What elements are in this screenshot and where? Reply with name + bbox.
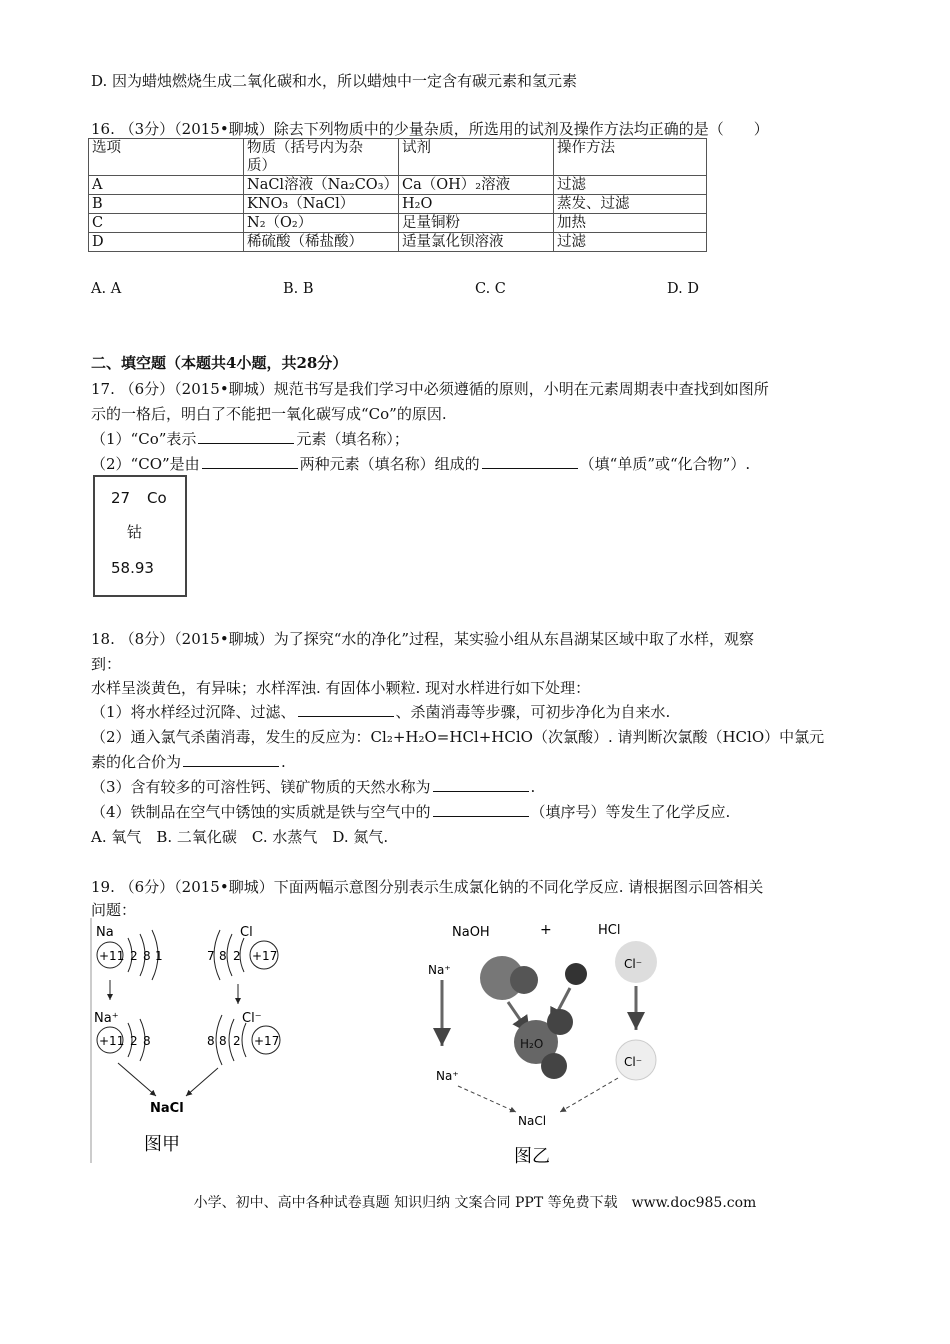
q19-line-1: 19. （6分）（2015•聊城）下面两幅示意图分别表示生成氯化钠的不同化学反应. 请根据图示回答相关: [91, 878, 764, 896]
h-atom: [565, 963, 587, 985]
svg-text:1: 1: [155, 949, 163, 963]
answer-blank[interactable]: [183, 752, 279, 767]
q18-line-2: 到：: [91, 655, 122, 673]
oh-h-atom: [510, 966, 538, 994]
table-cell: B: [89, 195, 244, 214]
table-cell: 蒸发、过滤: [554, 195, 707, 214]
q18-part-2-cont: 素的化合价为 .: [91, 753, 286, 771]
q19-line-2: 问题：: [91, 901, 137, 919]
svg-text:8: 8: [143, 1034, 151, 1048]
table-cell: D: [89, 233, 244, 252]
q17-line-1: 17. （6分）（2015•聊城）规范书写是我们学习中必须遵循的原则，小明在元素周期表中查找到如图所: [91, 380, 769, 398]
svg-text:Cl⁻: Cl⁻: [624, 1055, 643, 1069]
table-header-cell: 操作方法: [554, 139, 707, 176]
table-row: [89, 233, 707, 252]
figure-caption: 图甲: [144, 1134, 180, 1155]
table-cell: Ca（OH）₂溶液: [399, 176, 554, 195]
table-cell: 适量氯化钡溶液: [399, 233, 554, 252]
naoh-label: NaOH: [452, 925, 490, 940]
table-cell: 过滤: [554, 233, 707, 252]
element-symbol: Co: [147, 489, 167, 507]
table-header-cell: 试剂: [399, 139, 554, 176]
element-name: 钴: [127, 523, 143, 541]
arrow-icon: [560, 1078, 618, 1112]
figure-caption: 图乙: [514, 1146, 550, 1167]
table-cell: H₂O: [399, 195, 554, 214]
section-title: 二、填空题（本题共4小题，共28分）: [91, 354, 348, 372]
q16-options-table: [88, 138, 707, 252]
svg-text:8: 8: [143, 949, 151, 963]
svg-text:+17: +17: [252, 949, 278, 963]
q16-choice-a: A. A: [91, 281, 122, 297]
svg-text:Cl⁻: Cl⁻: [624, 957, 643, 971]
cl-label: Cl: [240, 925, 253, 940]
arrow-icon: [458, 1086, 516, 1112]
table-row: [89, 214, 707, 233]
q17-line-2: 示的一格后，明白了不能把一氧化碳写成“Co”的原因.: [91, 405, 447, 423]
na-ion-label: Na⁺: [94, 1011, 119, 1026]
svg-text:2: 2: [130, 949, 138, 963]
answer-blank[interactable]: [433, 802, 529, 817]
q18-part-3: （3）含有较多的可溶性钙、镁矿物质的天然水称为 .: [91, 778, 536, 796]
q18-part-2: （2）通入氯气杀菌消毒，发生的反应为：Cl₂+H₂O=HCl+HClO（次氯酸）. 请判断次氯酸（HClO）中氯元: [91, 728, 825, 746]
q17-part-2: （2）“CO”是由 两种元素（填名称）组成的 （填“单质”或“化合物”）.: [91, 455, 751, 473]
svg-text:8: 8: [219, 1034, 227, 1048]
water-label: H₂O: [520, 1037, 544, 1051]
na-plus-label: Na⁺: [428, 963, 451, 977]
table-cell: N₂（O₂）: [244, 214, 399, 233]
atomic-number: 27: [111, 489, 131, 507]
table-header-cell: 选项: [89, 139, 244, 176]
table-cell: NaCl溶液（Na₂CO₃）: [244, 176, 399, 195]
table-cell: 足量铜粉: [399, 214, 554, 233]
q16-choice-d: D. D: [667, 281, 699, 297]
table-cell: A: [89, 176, 244, 195]
table-row: [89, 176, 707, 195]
table-header-cell: 物质（括号内为杂 质）: [244, 139, 399, 176]
table-cell: 稀硫酸（稀盐酸）: [244, 233, 399, 252]
plus-sign: +: [540, 922, 552, 938]
product-label: NaCl: [518, 1114, 547, 1128]
q18-options: A. 氧气 B. 二氧化碳 C. 水蒸气 D. 氮气.: [91, 828, 389, 846]
answer-blank[interactable]: [482, 454, 578, 469]
table-row: [89, 195, 707, 214]
svg-text:2: 2: [233, 1034, 241, 1048]
q18-line-3: 水样呈淡黄色，有异味；水样浑浊. 有固体小颗粒. 现对水样进行如下处理：: [91, 679, 591, 697]
svg-text:+11: +11: [99, 949, 125, 963]
svg-text:2: 2: [233, 949, 241, 963]
answer-blank[interactable]: [298, 702, 394, 717]
svg-text:8: 8: [219, 949, 227, 963]
product-label: NaCl: [150, 1101, 184, 1116]
table-cell: KNO₃（NaCl）: [244, 195, 399, 214]
na-plus-label-2: Na⁺: [436, 1069, 459, 1083]
q18-part-4: （4）铁制品在空气中锈蚀的实质就是铁与空气中的 （填序号）等发生了化学反应.: [91, 803, 731, 821]
svg-text:+17: +17: [254, 1034, 280, 1048]
arrow-icon: [186, 1068, 218, 1096]
answer-blank[interactable]: [202, 454, 298, 469]
table-cell: 加热: [554, 214, 707, 233]
page-footer: 小学、初中、高中各种试卷真题 知识归纳 文案合同 PPT 等免费下载 www.doc985.com: [193, 1195, 757, 1211]
table-cell: 过滤: [554, 176, 707, 195]
svg-text:2: 2: [130, 1034, 138, 1048]
atomic-mass: 58.93: [111, 559, 154, 577]
table-cell: C: [89, 214, 244, 233]
q16-choice-c: C. C: [475, 281, 506, 297]
hcl-label: HCl: [598, 923, 621, 938]
svg-text:+11: +11: [99, 1034, 125, 1048]
figure-jia: [88, 918, 298, 1163]
answer-blank[interactable]: [433, 777, 529, 792]
cl-ion-label: Cl⁻: [242, 1011, 262, 1026]
na-label: Na: [96, 925, 114, 940]
periodic-table-cell: [93, 475, 187, 597]
q17-part-1: （1）“Co”表示 元素（填名称）；: [91, 430, 409, 448]
answer-blank[interactable]: [198, 429, 294, 444]
figure-yi: [420, 918, 682, 1168]
arrow-icon: [118, 1063, 156, 1096]
q18-part-1: （1）将水样经过沉降、过滤、 、杀菌消毒等步骤，可初步净化为自来水.: [91, 703, 671, 721]
q16-choice-b: B. B: [283, 281, 314, 297]
svg-text:8: 8: [207, 1034, 215, 1048]
q18-line-1: 18. （8分）（2015•聊城）为了探究“水的净化”过程，某实验小组从东昌湖某区域中取了水样，观察: [91, 630, 755, 648]
svg-text:7: 7: [207, 949, 215, 963]
q15-option-d: D. 因为蜡烛燃烧生成二氧化碳和水，所以蜡烛中一定含有碳元素和氢元素: [91, 72, 578, 90]
q16-stem: 16. （3分）（2015•聊城）除去下列物质中的少量杂质，所选用的试剂及操作方法均正确的是（ ）: [91, 120, 769, 138]
table-header-row: [89, 139, 707, 176]
